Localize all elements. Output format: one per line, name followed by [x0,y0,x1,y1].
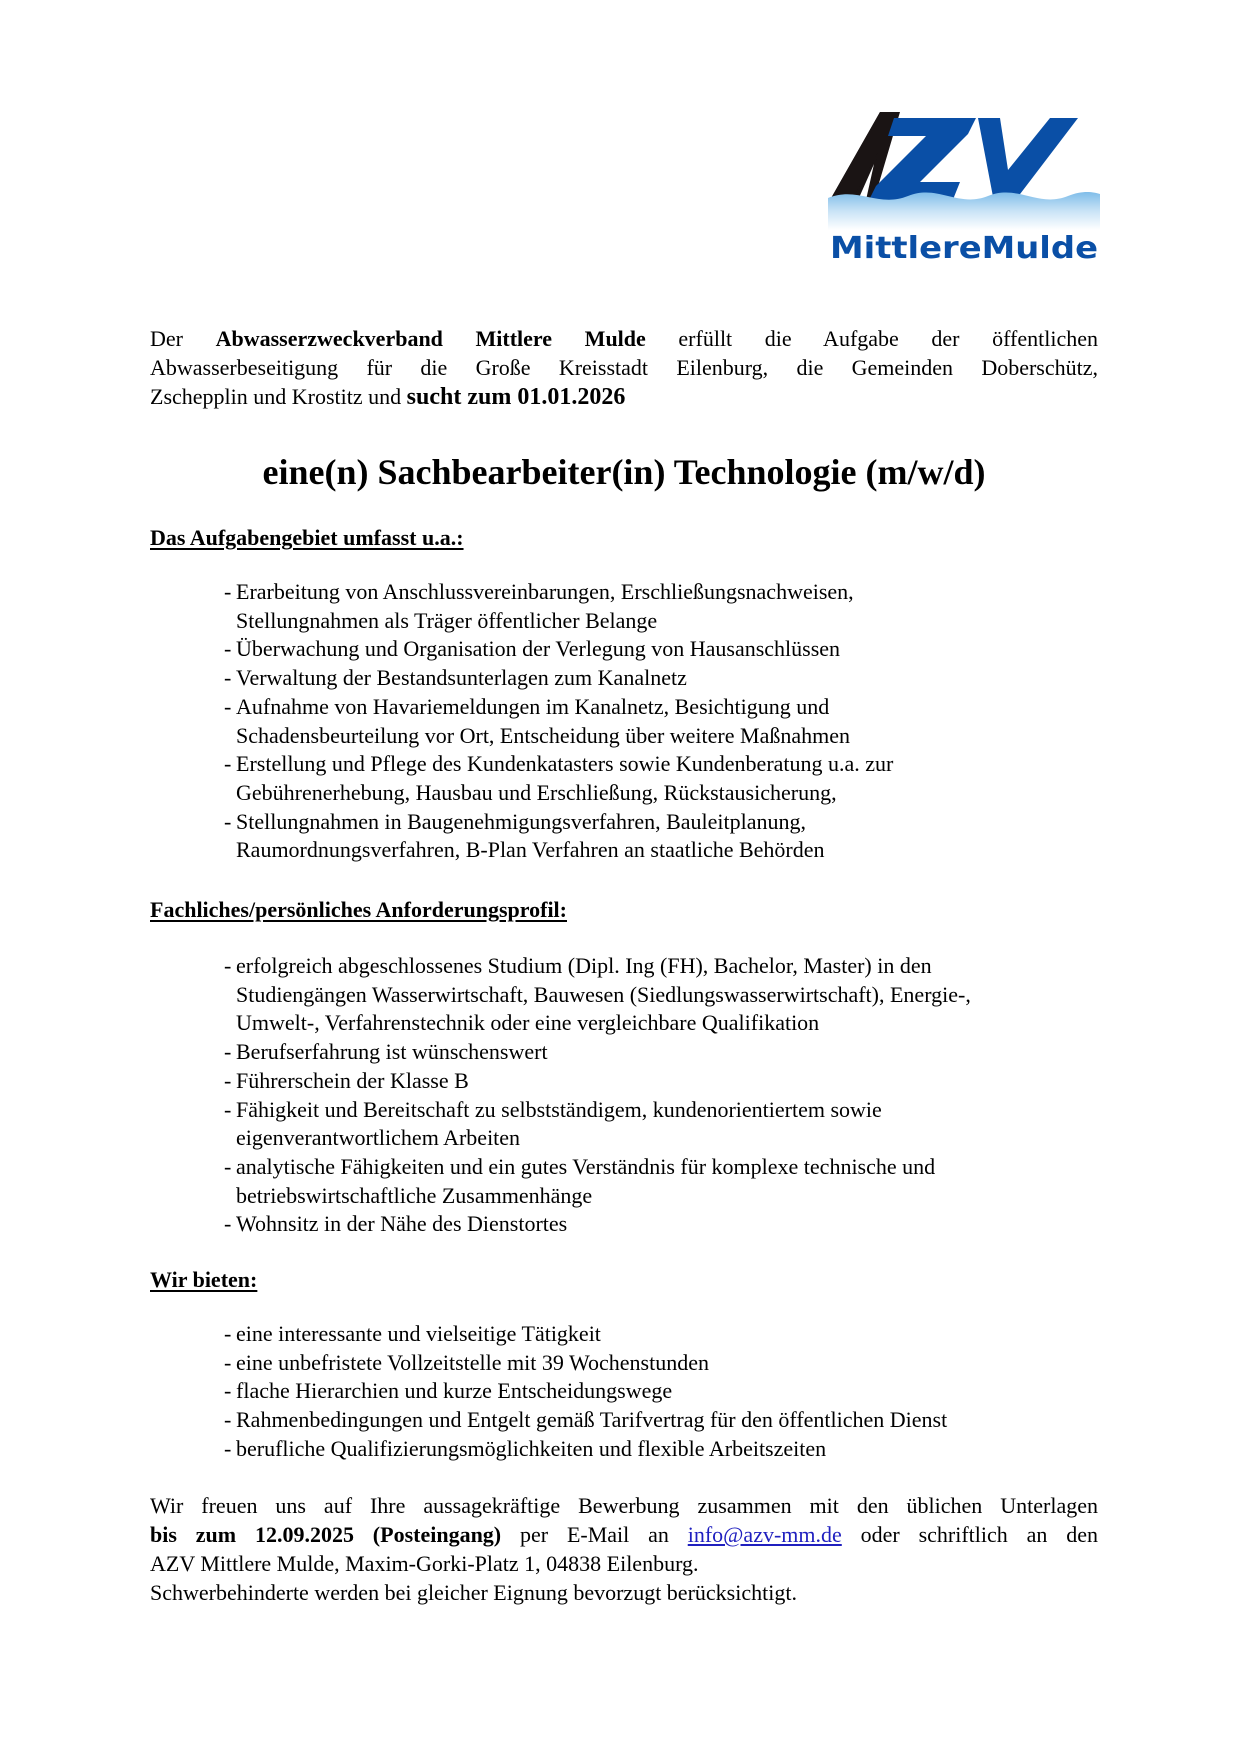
list-item-text [236,952,1104,1038]
closing-line-4: Schwerbehinderte werden bei gleicher Eignung bevorzugt berücksichtigt. [150,1580,797,1605]
list-item [224,1377,1104,1406]
azv-logo-graphic [828,112,1104,262]
logo-v-shape [978,118,1078,202]
list-item [224,750,1104,807]
list-item-line: Wohnsitz in der Nähe des Dienstortes [236,1211,568,1237]
section-heading-offer: Wir bieten: [150,1267,258,1292]
list-item [224,1406,1104,1435]
list-item [224,1210,1104,1239]
list-item [224,1435,1104,1464]
bullet-dash: - [224,1096,232,1122]
list-item-line: flache Hierarchien und kurze Entscheidungswege [236,1378,673,1404]
list-item-text [236,664,1104,693]
job-title: eine(n) Sachbearbeiter(in) Technologie (m/w/d) [262,452,986,492]
list-item-text [236,1349,1104,1378]
bullet-dash: - [224,808,232,834]
offer-list [224,1320,1104,1464]
list-item [224,664,1104,693]
list-item-line: eigenverantwortlichem Arbeiten [236,1125,521,1151]
bullet-dash: - [224,579,232,604]
intro-text: erfüllt die Aufgabe der öffentlichen [645,326,1098,351]
list-item-line: Überwachung und Organisation der Verlegung von Hausanschlüssen [236,636,841,662]
bullet-dash: - [224,1435,232,1461]
closing-text: oder schriftlich an den [841,1522,1099,1547]
bullet-dash: - [224,1349,232,1375]
bullet-dash: - [224,751,232,777]
list-item-text [236,1435,1104,1464]
list-item-line: Berufserfahrung ist wünschenswert [236,1039,548,1065]
list-item-text [236,750,1104,807]
intro-line-3 [150,382,1098,412]
list-item-text [236,808,1104,865]
intro-text: Der [150,326,216,351]
list-item-text [236,693,1104,750]
list-item [224,1349,1104,1378]
list-item-text [236,1210,1104,1239]
list-item-line: Gebührenerhebung, Hausbau und Erschließung, Rückstausicherung, [236,779,837,805]
list-item-line: Raumordnungsverfahren, B-Plan Verfahren an staatliche Behörden [236,837,825,863]
logo-water [828,192,1100,230]
bullet-dash: - [224,1039,232,1065]
list-item [224,1096,1104,1153]
list-item-line: Schadensbeurteilung vor Ort, Entscheidung über weitere Maßnahmen [236,722,850,748]
closing-line-3: AZV Mittlere Mulde, Maxim-Gorki-Platz 1, 04838 Eilenburg. [150,1551,699,1576]
list-item [224,578,1104,635]
bullet-dash: - [224,953,232,978]
list-item-text [236,1406,1104,1435]
list-item [224,1153,1104,1210]
list-item-line: Führerschein der Klasse B [236,1067,469,1093]
list-item-line: eine unbefristete Vollzeitstelle mit 39 Wochenstunden [236,1349,709,1375]
bullet-dash: - [224,693,232,719]
bullet-dash: - [224,636,232,662]
list-item-text [236,635,1104,664]
intro-paragraph [150,324,1098,412]
section-heading-requirements: Fachliches/persönliches Anforderungsprofil: [150,897,567,922]
list-item-line: Verwaltung der Bestandsunterlagen zum Kanalnetz [236,665,687,691]
list-item-text [236,1067,1104,1096]
list-item-text [236,1038,1104,1067]
list-item-line: Rahmenbedingungen und Entgelt gemäß Tarifvertrag für den öffentlichen Dienst [236,1407,948,1433]
start-date: sucht zum 01.01.2026 [406,384,626,410]
list-item [224,635,1104,664]
list-item [224,1038,1104,1067]
list-item-line: Erstellung und Pflege des Kundenkatasters sowie Kundenberatung u.a. zur [236,751,894,777]
intro-line-1 [150,324,1098,353]
bullet-dash: - [224,1067,232,1093]
bullet-dash: - [224,1153,232,1179]
closing-line-1: Wir freuen uns auf Ihre aussagekräftige Bewerbung zusammen mit den üblichen Unterlagen [150,1493,1098,1518]
list-item [224,952,1104,1038]
section-heading-tasks: Das Aufgabengebiet umfasst u.a.: [150,525,464,550]
azv-logo [828,112,1104,262]
list-item-text [236,578,1104,635]
intro-line-2: Abwasserbeseitigung für die Große Kreisstadt Eilenburg, die Gemeinden Doberschütz, [150,355,1098,380]
list-item-line: betriebswirtschaftliche Zusammenhänge [236,1182,593,1208]
list-item-line: Umwelt-, Verfahrenstechnik oder eine vergleichbare Qualifikation [236,1010,820,1036]
list-item [224,808,1104,865]
bullet-dash: - [224,1321,232,1346]
intro-text: Zschepplin und Krostitz und [150,384,407,409]
email-link[interactable]: info@azv-mm.de [687,1522,842,1547]
list-item-line: Erarbeitung von Anschlussvereinbarungen, Erschließungsnachweisen, [236,579,854,604]
list-item-line: berufliche Qualifizierungsmöglichkeiten und flexible Arbeitszeiten [236,1435,827,1461]
closing-paragraph [150,1491,1098,1607]
closing-line-2 [150,1520,1098,1549]
list-item [224,1067,1104,1096]
application-deadline: bis zum 12.09.2025 (Posteingang) [150,1522,502,1547]
list-item-line: eine interessante und vielseitige Tätigkeit [236,1321,601,1346]
bullet-dash: - [224,1407,232,1433]
logo-subtitle: MittlereMulde [830,231,1098,262]
list-item [224,1320,1104,1349]
list-item [224,693,1104,750]
bullet-dash: - [224,1211,232,1237]
closing-text: per E-Mail an [501,1522,688,1547]
bullet-dash: - [224,1378,232,1404]
list-item-text [236,1320,1104,1349]
list-item-line: erfolgreich abgeschlossenes Studium (Dipl. Ing (FH), Bachelor, Master) in den [236,953,932,978]
task-list [224,578,1104,865]
list-item-text [236,1096,1104,1153]
list-item-line: Fähigkeit und Bereitschaft zu selbstständigem, kundenorientiertem sowie [236,1096,882,1122]
list-item-line: analytische Fähigkeiten und ein gutes Verständnis für komplexe technische und [236,1153,936,1179]
list-item-text [236,1153,1104,1210]
list-item-text [236,1377,1104,1406]
requirements-list [224,952,1104,1239]
organization-name: Abwasserzweckverband Mittlere Mulde [215,326,646,351]
list-item-line: Aufnahme von Havariemeldungen im Kanalnetz, Besichtigung und [236,693,830,719]
list-item-line: Stellungnahmen in Baugenehmigungsverfahren, Bauleitplanung, [236,808,807,834]
list-item-line: Studiengängen Wasserwirtschaft, Bauwesen (Siedlungswasserwirtschaft), Energie-, [236,981,971,1007]
bullet-dash: - [224,665,232,691]
list-item-line: Stellungnahmen als Träger öffentlicher Belange [236,607,658,633]
